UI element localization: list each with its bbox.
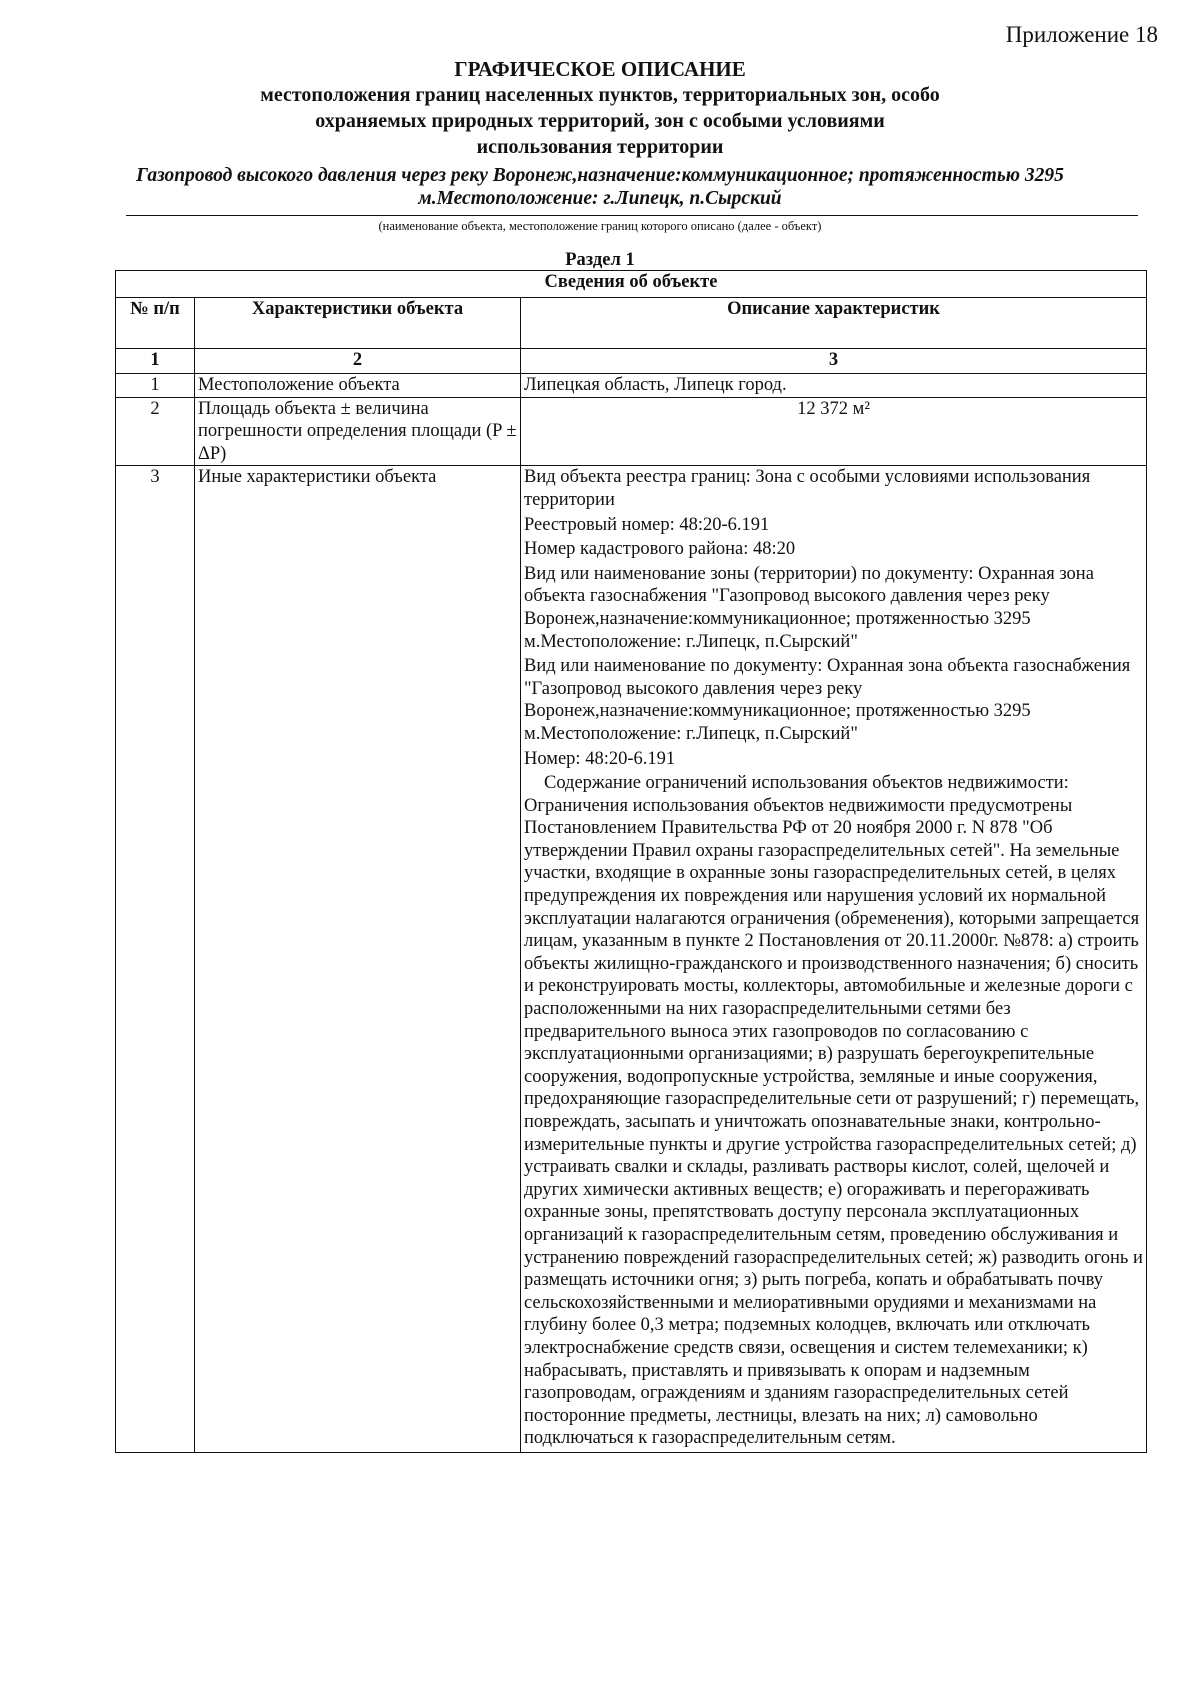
row-characteristic: Иные характеристики объекта: [195, 466, 521, 1453]
row-description: Липецкая область, Липецк город.: [521, 374, 1147, 398]
row-description: 12 372 м²: [521, 397, 1147, 466]
table-header-row: [116, 298, 1147, 349]
column-number: 3: [521, 349, 1147, 374]
description-paragraph: Номер: 48:20-6.191: [524, 748, 676, 769]
section-title: Раздел 1: [565, 250, 635, 270]
table-title: Сведения об объекте: [116, 271, 1147, 298]
row-characteristic: Площадь объекта ± величина погрешности определения площади (P ± ΔP): [195, 397, 521, 466]
table-row: [116, 397, 1147, 466]
description-paragraph: Вид или наименование зоны (территории) по документу: Охранная зона объекта газоснабжения "Газопровод высокого давления через реку Воронеж,назначение:коммуникационное; протяженностью 3295 м.Местоположение: г.Липецк, п.Сырский": [524, 563, 1094, 652]
table-row: [116, 466, 1147, 1453]
row-description: [521, 466, 1147, 1453]
appendix-label: Приложение 18: [1005, 22, 1158, 47]
column-number-row: [116, 349, 1147, 374]
row-number: 3: [116, 466, 195, 1453]
table-row: [116, 374, 1147, 398]
header-underline: [126, 215, 1138, 216]
column-header-description: Описание характеристик: [521, 298, 1147, 349]
row-number: 1: [116, 374, 195, 398]
description-paragraph: Вид или наименование по документу: Охранная зона объекта газоснабжения "Газопровод высокого давления через реку Воронеж,назначение:коммуникационное; протяженностью 3295 м.Местоположение: г.Липецк, п.Сырский": [524, 656, 1131, 744]
row-characteristic: Местоположение объекта: [195, 374, 521, 398]
document-title: ГРАФИЧЕСКОЕ ОПИСАНИЕ: [454, 57, 746, 81]
document-header: [0, 56, 1200, 210]
restrictions-paragraph: Содержание ограничений использования объектов недвижимости: Ограничения использования объектов недвижимости предусмотрены Постановлением Правительства РФ от 20 ноября 2000 г. N 878 "Об утверждении Правил охраны газораспределительных сетей". На земельные участки, входящие в охранные зоны газораспределительных сетей, в целях предупреждения их повреждения или нарушения условий их нормальной эксплуатации налагаются ограничения (обременения), которыми запрещается лицам, указанным в пункте 2 Постановления от 20.11.2000г. №878: а) строить объекты жилищно-гражданского и производственного назначения; б) сносить и реконструировать мосты, коллекторы, автомобильные и железные дороги с расположенными на них газораспределительными сетями без предварительного выноса этих газопроводов по согласованию с эксплуатационными организациями; в) разрушать берегоукрепительные сооружения, водопропускные устройства, земляные и иные сооружения, предохраняющие газораспределительные сети от разрушений; г) перемещать, повреждать, засыпать и уничтожать опознавательные знаки, контрольно-измерительные пункты и другие устройства газораспределительных сетей; д) устраивать свалки и склады, разливать растворы кислот, солей, щелочей и других химически активных веществ; е) огораживать и перегораживать охранные зоны, препятствовать доступу персонала эксплуатационных организаций к газораспределительным сетям, проведению обслуживания и устранению повреждений газораспределительных сетей; ж) разводить огонь и размещать источники огня; з) рыть погреба, копать и обрабатывать почву сельскохозяйственными и мелиоративными орудиями и механизмами на глубину более 0,3 метра; подземных колодцев, включать или отключать электроснабжение средств связи, освещения и систем телемеханики; к) набрасывать, приставлять и привязывать к опорам и надземным газопроводам, ограждениям и зданиям газораспределительных сетей посторонние предметы, лестницы, влезать на них; л) самовольно подключаться к газораспределительным сетям.: [524, 773, 1143, 1449]
description-paragraph: Вид объекта реестра границ: Зона с особыми условиями использования территории: [524, 467, 1091, 510]
column-number: 1: [116, 349, 195, 374]
document-subtitle: местоположения границ населенных пунктов, территориальных зон, особо охраняемых природных территорий, зон с особыми условиями использования территории: [260, 84, 940, 158]
description-paragraph: Реестровый номер: 48:20-6.191: [524, 514, 770, 535]
object-name: Газопровод высокого давления через реку Воронеж,назначение:коммуникационное; протяженностью 3295 м.Местоположение: г.Липецк, п.Сырский: [136, 165, 1064, 209]
column-header-characteristic: Характеристики объекта: [195, 298, 521, 349]
row-number: 2: [116, 397, 195, 466]
object-info-table: [115, 270, 1147, 1453]
description-paragraph: Номер кадастрового района: 48:20: [524, 539, 796, 560]
column-header-number: № п/п: [116, 298, 195, 349]
object-caption: (наименование объекта, местоположение границ которого описано (далее - объект): [378, 219, 822, 233]
column-number: 2: [195, 349, 521, 374]
